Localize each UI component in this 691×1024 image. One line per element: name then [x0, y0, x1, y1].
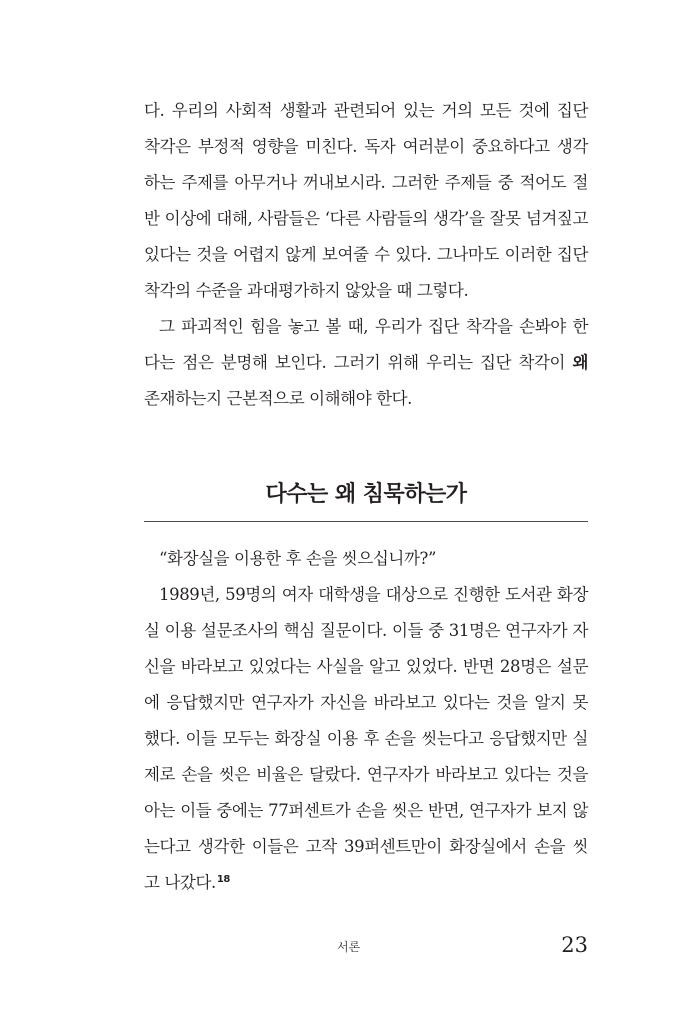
text-line: 에 응답했지만 연구자가 자신을 바라보고 있다는 것을 알지 못 — [144, 693, 588, 712]
text-line: 착각은 부정적 영향을 미친다. 독자 여러분이 중요하다고 생각 — [144, 137, 588, 156]
running-footer-section: 서론 — [337, 940, 361, 954]
text-line: 아는 이들 중에는 77퍼센트가 손을 씻은 반면, 연구자가 보지 않 — [144, 801, 588, 820]
text-line: 있다는 것을 어렵지 않게 보여줄 수 있다. 그나마도 이러한 집단 — [144, 245, 588, 264]
text-line: 는다고 생각한 이들은 고작 39퍼센트만이 화장실에서 손을 씻 — [144, 837, 588, 856]
quote-line: “화장실을 이용한 후 손을 씻으십니까?” — [159, 549, 436, 568]
footnote-marker: 18 — [216, 873, 230, 885]
text-line: 실 이용 설문조사의 핵심 질문이다. 이들 중 31명은 연구자가 자 — [144, 621, 588, 640]
text-line: 하는 주제를 아무거나 꺼내보시라. 그러한 주제들 중 적어도 절 — [144, 173, 588, 192]
text-line: 신을 바라보고 있었다는 사실을 알고 있었다. 반면 28명은 설문 — [144, 657, 588, 676]
text-line: 1989년, 59명의 여자 대학생을 대상으로 진행한 도서관 화장 — [159, 585, 588, 604]
text-line: 다. 우리의 사회적 생활과 관련되어 있는 거의 모든 것에 집단 — [144, 101, 588, 120]
text-line: 했다. 이들 모두는 화장실 이용 후 손을 씻는다고 응답했지만 실 — [144, 729, 588, 748]
text-line: 존재하는지 근본적으로 이해해야 한다. — [144, 389, 413, 408]
text-line: 그 파괴적인 힘을 놓고 볼 때, 우리가 집단 착각을 손봐야 한 — [159, 317, 588, 336]
page-number: 23 — [561, 933, 588, 957]
text-run: 다는 점은 분명해 보인다. 그러기 위해 우리는 집단 착각이 — [144, 353, 573, 372]
text-line — [144, 345, 588, 381]
text-line: 착각의 수준을 과대평가하지 않았을 때 그렇다. — [144, 281, 469, 300]
text-line: 제로 손을 씻은 비율은 달랐다. 연구자가 바라보고 있다는 것을 — [144, 765, 588, 784]
emphasis-word: 왜 — [572, 353, 588, 372]
text-line: 반 이상에 대해, 사람들은 ‘다른 사람들의 생각’을 잘못 넘겨짚고 — [144, 209, 588, 228]
section-title: 다수는 왜 침묵하는가 — [265, 482, 467, 507]
section-divider — [144, 521, 588, 522]
text-run: 고 나갔다. — [144, 873, 216, 892]
text-line — [144, 865, 588, 901]
